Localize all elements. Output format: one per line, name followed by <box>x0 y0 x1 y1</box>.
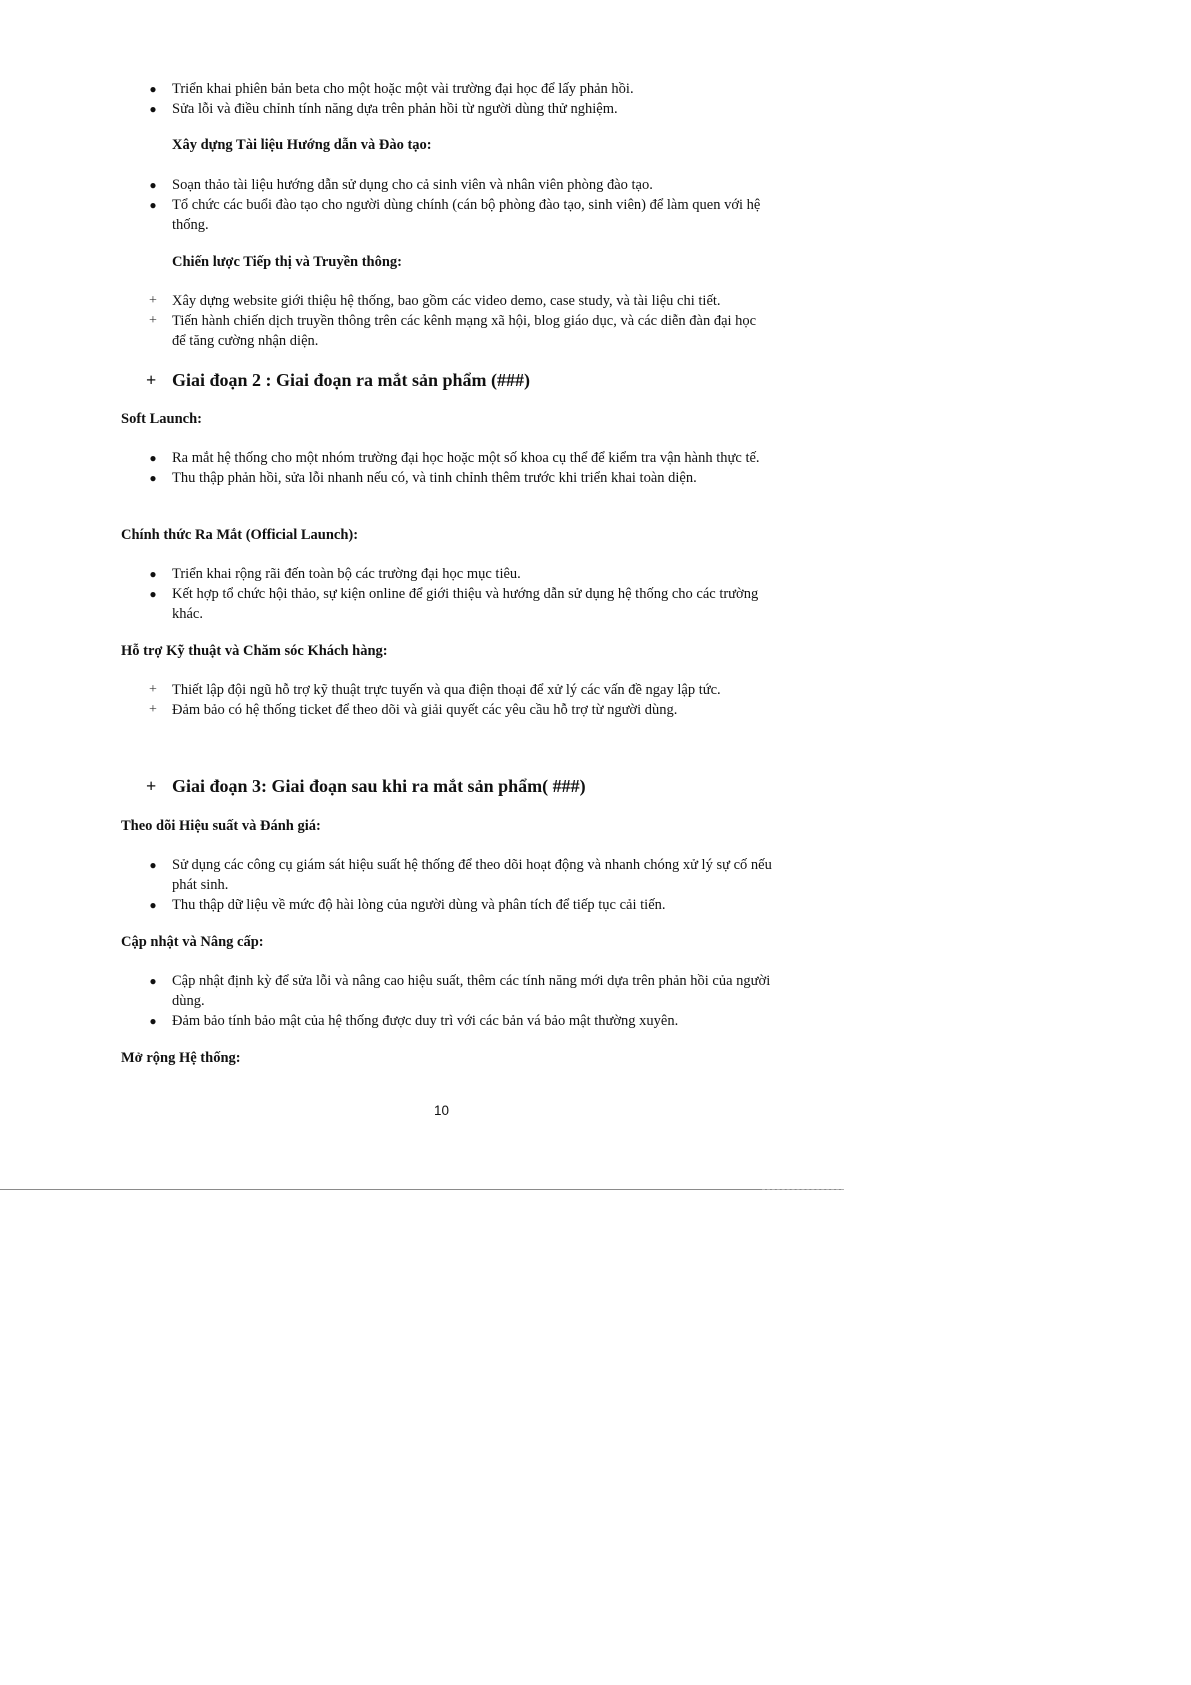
list-item: ● Thu thập phản hồi, sửa lỗi nhanh nếu có, và tinh chỉnh thêm trước khi triển khai toàn diện. <box>0 468 772 488</box>
soft-launch-list <box>0 448 772 488</box>
soft-launch-heading: Soft Launch: <box>121 411 202 427</box>
list-item: + Tiến hành chiến dịch truyền thông trên các kênh mạng xã hội, blog giáo dục, và các diễn đàn đại học để tăng cường nhận diện. <box>0 311 772 351</box>
list-item: ● Sửa lỗi và điều chỉnh tính năng dựa trên phản hồi từ người dùng thử nghiệm. <box>0 99 772 119</box>
page-number: 10 <box>434 1103 450 1118</box>
training-heading: Xây dựng Tài liệu Hướng dẫn và Đào tạo: <box>172 137 432 153</box>
bullet-marker: ● <box>149 1014 157 1028</box>
list-item: ● Tổ chức các buổi đào tạo cho người dùng chính (cán bộ phòng đào tạo, sinh viên) để làm quen với hệ thống. <box>0 195 772 235</box>
list-item: + Đảm bảo có hệ thống ticket để theo dõi và giải quyết các yêu cầu hỗ trợ từ người dùng. <box>0 700 772 720</box>
monitoring-list <box>0 855 772 915</box>
bullet-marker: ● <box>149 587 157 601</box>
phase-2-heading: + Giai đoạn 2 : Giai đoạn ra mắt sản phẩm (###) <box>146 370 531 390</box>
bullet-marker: ● <box>149 82 157 96</box>
plus-marker: + <box>146 370 157 390</box>
support-heading: Hỗ trợ Kỹ thuật và Chăm sóc Khách hàng: <box>121 643 388 659</box>
bullet-marker: ● <box>149 567 157 581</box>
list-item: ● Thu thập dữ liệu về mức độ hài lòng của người dùng và phân tích để tiếp tục cải tiến. <box>0 895 772 915</box>
bullet-marker: ● <box>149 198 157 212</box>
bullet-marker: ● <box>149 178 157 192</box>
official-launch-heading: Chính thức Ra Mắt (Official Launch): <box>121 527 359 543</box>
list-item: ● Soạn thảo tài liệu hướng dẫn sử dụng cho cả sinh viên và nhân viên phòng đào tạo. <box>0 175 772 195</box>
list-item: ● Ra mắt hệ thống cho một nhóm trường đại học hoặc một số khoa cụ thể để kiểm tra vận hành thực tế. <box>0 448 772 468</box>
list-item: ● Cập nhật định kỳ để sửa lỗi và nâng cao hiệu suất, thêm các tính năng mới dựa trên phản hồi của người dùng. <box>0 971 772 1011</box>
plus-marker: + <box>146 776 157 796</box>
page-break-divider <box>0 1189 844 1190</box>
updates-list <box>0 971 772 1031</box>
training-list <box>0 175 772 235</box>
official-launch-list <box>0 564 772 624</box>
monitoring-heading: Theo dõi Hiệu suất và Đánh giá: <box>121 818 321 834</box>
list-item: ● Đảm bảo tính bảo mật của hệ thống được duy trì với các bản vá bảo mật thường xuyên. <box>0 1011 772 1031</box>
intro-bullet-list <box>0 79 772 119</box>
phase-3-heading: + Giai đoạn 3: Giai đoạn sau khi ra mắt sản phẩm( ###) <box>146 776 586 796</box>
bullet-marker: ● <box>149 102 157 116</box>
list-item: + Xây dựng website giới thiệu hệ thống, bao gồm các video demo, case study, và tài liệu chi tiết. <box>0 291 772 311</box>
bullet-marker: ● <box>149 974 157 988</box>
bullet-marker: ● <box>149 451 157 465</box>
marketing-list <box>0 291 772 351</box>
bullet-marker: ● <box>149 471 157 485</box>
page-break-divider-tail <box>762 1189 844 1190</box>
list-item: ● Triển khai rộng rãi đến toàn bộ các trường đại học mục tiêu. <box>0 564 772 584</box>
plus-marker: + <box>149 682 157 697</box>
updates-heading: Cập nhật và Nâng cấp: <box>121 934 264 950</box>
plus-marker: + <box>149 702 157 717</box>
bullet-marker: ● <box>149 898 157 912</box>
plus-marker: + <box>149 293 157 308</box>
list-item: + Thiết lập đội ngũ hỗ trợ kỹ thuật trực tuyến và qua điện thoại để xử lý các vấn đề ngay lập tức. <box>0 680 772 700</box>
bullet-marker: ● <box>149 858 157 872</box>
support-list <box>0 680 772 720</box>
list-item: ● Sử dụng các công cụ giám sát hiệu suất hệ thống để theo dõi hoạt động và nhanh chóng xử lý sự cố nếu phát sinh. <box>0 855 772 895</box>
list-item: ● Kết hợp tổ chức hội thảo, sự kiện online để giới thiệu và hướng dẫn sử dụng hệ thống cho các trường khác. <box>0 584 772 624</box>
marketing-heading: Chiến lược Tiếp thị và Truyền thông: <box>172 254 402 270</box>
expansion-heading: Mở rộng Hệ thống: <box>121 1050 241 1066</box>
plus-marker: + <box>149 313 157 328</box>
list-item: ● Triển khai phiên bản beta cho một hoặc một vài trường đại học để lấy phản hồi. <box>0 79 772 99</box>
